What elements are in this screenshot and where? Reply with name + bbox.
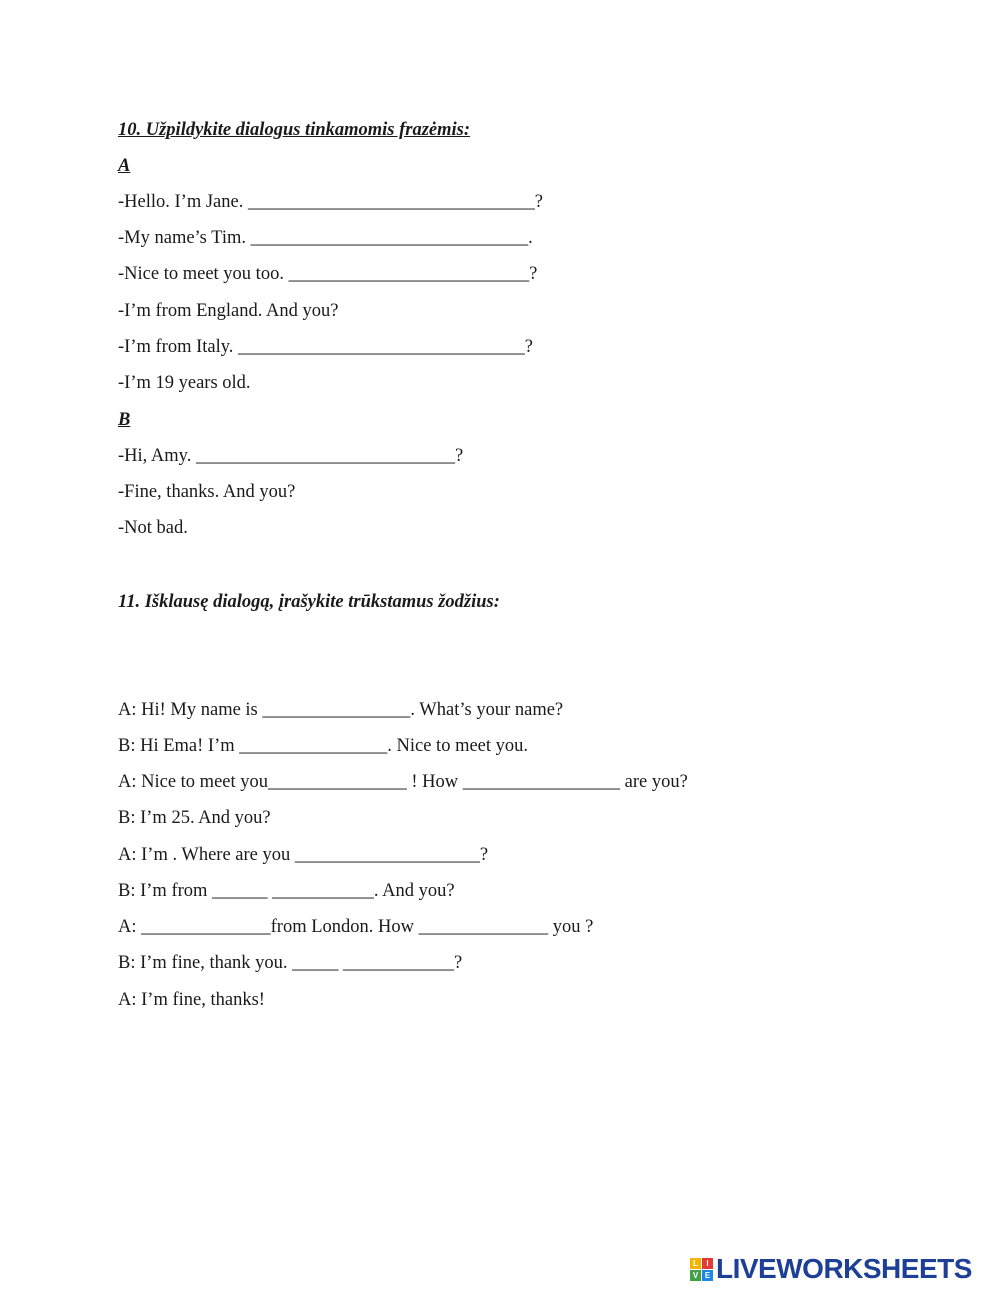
brand-name: LIVEWORKSHEETS [716,1253,972,1284]
dialog-a-line-5: -I’m from Italy. _______________________________? [118,337,533,357]
dialog-a-line-2: -My name’s Tim. ______________________________. [118,228,533,248]
listen-line-8: B: I’m fine, thank you. _____ ____________? [118,953,463,973]
listen-line-2: B: Hi Ema! I’m ________________. Nice to meet you. [118,736,529,756]
listen-line-7: A: ______________from London. How ______________ you ? [118,917,594,937]
liveworksheets-logo [690,1255,972,1283]
listen-line-6: B: I’m from ______ ___________. And you? [118,881,455,901]
logo-tile: I [702,1258,713,1269]
dialog-a-line-4: -I’m from England. And you? [118,301,339,321]
dialog-a-line-6: -I’m 19 years old. [118,373,251,393]
listen-line-3: A: Nice to meet you_______________ ! How _________________ are you? [118,772,688,792]
logo-tiles-icon [690,1258,713,1281]
listen-line-4: B: I’m 25. And you? [118,808,271,828]
dialog-b-line-2: -Fine, thanks. And you? [118,482,296,502]
logo-tile: E [702,1270,713,1281]
exercise-11-heading: 11. Išklausę dialogą, įrašykite trūkstamus žodžius: [118,592,500,612]
dialog-a-line-3: -Nice to meet you too. __________________________? [118,264,538,284]
logo-tile: L [690,1258,701,1269]
listen-line-1: A: Hi! My name is ________________. What’s your name? [118,700,564,720]
part-a-label: A [118,156,131,176]
part-b-label: B [118,410,131,430]
dialog-b-line-1: -Hi, Amy. ____________________________? [118,446,464,466]
logo-tile: V [690,1270,701,1281]
exercise-10-heading: 10. Užpildykite dialogus tinkamomis frazėmis: [118,120,471,140]
dialog-a-line-1: -Hello. I’m Jane. _______________________________? [118,192,543,212]
dialog-b-line-3: -Not bad. [118,518,188,538]
listen-line-9: A: I’m fine, thanks! [118,990,265,1010]
listen-line-5: A: I’m . Where are you ____________________? [118,845,489,865]
